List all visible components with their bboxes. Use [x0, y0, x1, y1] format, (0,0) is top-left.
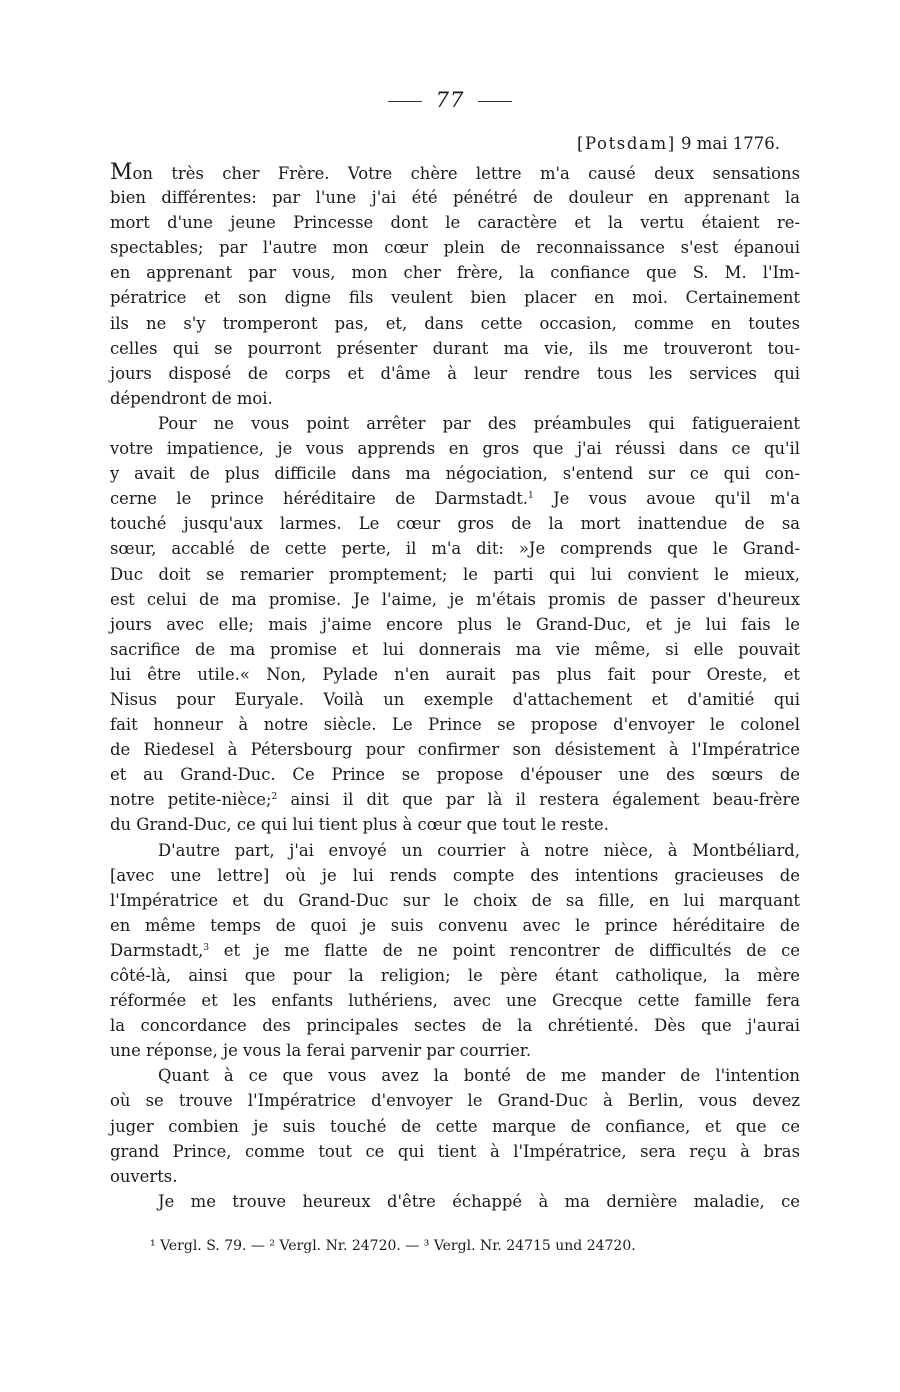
text-line	[110, 386, 800, 411]
line-text: dépendront de moi.	[110, 388, 273, 408]
text-line	[110, 913, 800, 938]
line-text: la concordance des principales sectes de la chrétienté. Dès que j'aurai	[110, 1016, 800, 1036]
line-text: du Grand-Duc, ce qui lui tient plus à cœur que tout le reste.	[110, 815, 609, 835]
line-text: lui être utile.« Non, Pylade n'en aurait pas plus fait pour Oreste, et	[110, 664, 800, 684]
text-line	[110, 562, 800, 587]
dash-left	[388, 101, 422, 102]
line-text: ouverts.	[110, 1166, 178, 1186]
text-line	[110, 637, 800, 662]
text-line	[110, 662, 800, 687]
text-line	[110, 587, 800, 612]
text-line	[110, 963, 800, 988]
line-text: grand Prince, comme tout ce qui tient à l'Impératrice, sera reçu à bras	[110, 1141, 800, 1161]
text-line	[110, 1139, 800, 1164]
line-text-after: et je me flatte de ne point rencontrer de difficultés de ce	[209, 940, 800, 960]
text-line	[110, 311, 800, 336]
text-line	[110, 1114, 800, 1139]
line-text: touché jusqu'aux larmes. Le cœur gros de la mort inattendue de sa	[110, 514, 800, 534]
line-text: réformée et les enfants luthériens, avec une Grecque cette famille fera	[110, 991, 800, 1011]
line-text: bien différentes: par l'une j'ai été pénétré de douleur en apprenant la	[110, 188, 800, 208]
text-line	[110, 185, 800, 210]
line-text: l'Impératrice et du Grand-Duc sur le choix de sa fille, en lui marquant	[110, 890, 800, 910]
text-line	[110, 687, 800, 712]
line-text-after: ainsi il dit que par là il restera également beau-frère	[277, 790, 800, 810]
text-line	[110, 812, 800, 837]
initial-letter: M	[110, 160, 133, 185]
line-text: Duc doit se remarier promptement; le parti qui lui convient le mieux,	[110, 564, 800, 584]
page-number-text: 77	[435, 88, 465, 112]
line-text: on très cher Frère. Votre chère lettre m'a causé deux sensations	[132, 164, 800, 183]
page-number	[0, 88, 900, 112]
line-text: où se trouve l'Impératrice d'envoyer le Grand-Duc à Berlin, vous devez	[110, 1091, 800, 1111]
text-line	[110, 235, 800, 260]
line-text: celles qui se pourront présenter durant ma vie, ils me trouveront tou-	[110, 338, 800, 358]
line-text: est celui de ma promise. Je l'aime, je m'étais promis de passer d'heureux	[110, 589, 800, 609]
text-line	[110, 1063, 800, 1088]
line-text: jours disposé de corps et d'âme à leur rendre tous les services qui	[110, 363, 800, 383]
line-text: en apprenant par vous, mon cher frère, la confiance que S. M. l'Im-	[110, 263, 800, 283]
text-line	[110, 888, 800, 913]
text-line	[110, 1038, 800, 1063]
text-line	[110, 712, 800, 737]
text-line	[110, 1013, 800, 1038]
line-text: y avait de plus difficile dans ma négociation, s'entend sur ce qui con-	[110, 464, 800, 484]
text-line	[110, 762, 800, 787]
line-text: spectables; par l'autre mon cœur plein de reconnaissance s'est épanoui	[110, 238, 800, 258]
letter-body	[110, 160, 800, 1214]
line-text: ils ne s'y tromperont pas, et, dans cette occasion, comme en toutes	[110, 313, 800, 333]
line-text: sœur, accablé de cette perte, il m'a dit: »Je comprends que le Grand-	[110, 539, 800, 559]
dateline-date: 9 mai 1776.	[681, 134, 780, 153]
text-line	[110, 938, 800, 963]
footnote-ref: 3	[203, 942, 210, 953]
line-text-after: Je vous avoue qu'il m'a	[533, 489, 800, 509]
text-line	[110, 737, 800, 762]
line-text: côté-là, ainsi que pour la religion; le père étant catholique, la mère	[110, 966, 800, 985]
line-text: mort d'une jeune Princesse dont le caractère et la vertu étaient re-	[110, 213, 800, 233]
line-text: de Riedesel à Pétersbourg pour confirmer son désistement à l'Impératrice	[110, 740, 800, 760]
line-text: Darmstadt,	[110, 940, 204, 960]
footnote-ref: 2	[271, 792, 278, 803]
line-text: et au Grand-Duc. Ce Prince se propose d'épouser une des sœurs de	[110, 765, 800, 785]
line-text: sacrifice de ma promise et lui donnerais ma vie même, si elle pouvait	[110, 639, 800, 659]
line-text: juger combien je suis touché de cette marque de confiance, et que ce	[110, 1116, 800, 1136]
text-line	[110, 160, 800, 185]
text-line	[110, 1189, 800, 1214]
line-text: fait honneur à notre siècle. Le Prince se propose d'envoyer le colonel	[110, 715, 800, 735]
line-text: Nisus pour Euryale. Voilà un exemple d'attachement et d'amitié qui	[110, 689, 800, 709]
footnotes: ¹ Vergl. S. 79. — ² Vergl. Nr. 24720. — ³ Vergl. Nr. 24715 und 24720.	[150, 1238, 636, 1254]
line-text: une réponse, je vous la ferai parvenir par courrier.	[110, 1041, 532, 1061]
dateline-place: [Potsdam]	[576, 134, 676, 153]
line-text: [avec une lettre] où je lui rends compte des intentions gracieuses de	[110, 865, 800, 885]
text-line	[110, 260, 800, 285]
line-text: Pour ne vous point arrêter par des préambules qui fatigueraient	[158, 413, 800, 433]
text-line	[110, 411, 800, 436]
text-line	[110, 285, 800, 310]
text-line	[110, 361, 800, 386]
text-line	[110, 461, 800, 486]
text-line	[110, 336, 800, 361]
text-line	[110, 486, 800, 511]
text-line	[110, 210, 800, 235]
line-text: votre impatience, je vous apprends en gros que j'ai réussi dans ce qu'il	[110, 439, 800, 459]
line-text: cerne le prince héréditaire de Darmstadt.	[110, 489, 528, 509]
line-text: pératrice et son digne fils veulent bien placer en moi. Certainement	[110, 288, 800, 308]
footnote-ref: 1	[528, 491, 534, 502]
text-line	[110, 838, 800, 863]
text-line	[110, 787, 800, 812]
text-line	[110, 863, 800, 888]
text-line	[110, 511, 800, 536]
dateline	[577, 134, 780, 153]
dash-right	[478, 101, 512, 102]
line-text: D'autre part, j'ai envoyé un courrier à notre nièce, à Montbéliard,	[158, 840, 800, 860]
text-line	[110, 1164, 800, 1189]
line-text: Je me trouve heureux d'être échappé à ma dernière maladie, ce	[158, 1191, 800, 1211]
text-line	[110, 1088, 800, 1113]
text-line	[110, 536, 800, 561]
text-line	[110, 612, 800, 637]
text-line	[110, 988, 800, 1013]
line-text: Quant à ce que vous avez la bonté de me mander de l'intention	[158, 1066, 800, 1086]
text-line	[110, 436, 800, 461]
line-text: notre petite-nièce;	[110, 790, 272, 810]
line-text: en même temps de quoi je suis convenu avec le prince héréditaire de	[110, 915, 800, 935]
line-text: jours avec elle; mais j'aime encore plus le Grand-Duc, et je lui fais le	[110, 614, 800, 634]
